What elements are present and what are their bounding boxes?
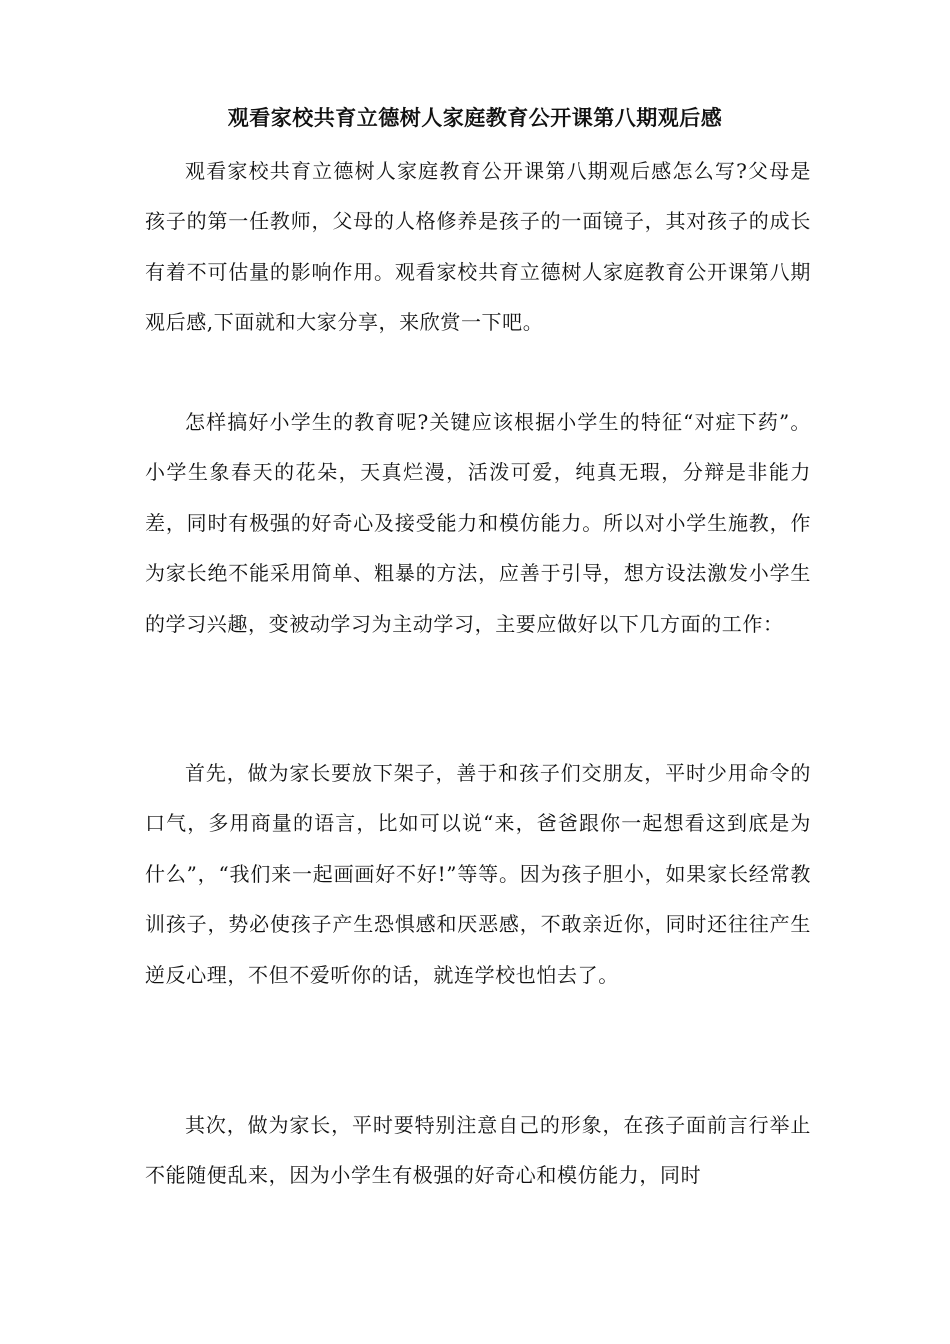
paragraph-intro: 观看家校共育立德树人家庭教育公开课第八期观后感怎么写?父母是孩子的第一任教师，父母的人格修养是孩子的一面镜子，其对孩子的成长有着不可估量的影响作用。观看家校共育立德树人家庭教育公开课第八期观后感,下面就和大家分享，来欣赏一下吧。 bbox=[145, 159, 811, 335]
paragraph-how-to-educate: 怎样搞好小学生的教育呢?关键应该根据小学生的特征“对症下药”。小学生象春天的花朵，天真烂漫，活泼可爱，纯真无瑕，分辩是非能力差，同时有极强的好奇心及接受能力和模仿能力。所以对小学生施教，作为家长绝不能采用简单、粗暴的方法，应善于引导，想方设法激发小学生的学习兴趣，变被动学习为主动学习，主要应做好以下几方面的工作： bbox=[145, 410, 811, 636]
document-title: 观看家校共育立德树人家庭教育公开课第八期观后感 bbox=[227, 105, 723, 130]
paragraph-first-point: 首先，做为家长要放下架子，善于和孩子们交朋友，平时少用命令的口气，多用商量的语言，比如可以说“来，爸爸跟你一起想看这到底是为什么”，“我们来一起画画好不好!”等等。因为孩子胆小，如果家长经常教训孩子，势必使孩子产生恐惧感和厌恶感，不敢亲近你，同时还往往产生逆反心理，不但不爱听你的话，就连学校也怕去了。 bbox=[145, 761, 811, 987]
paragraph-second-point: 其次，做为家长，平时要特别注意自己的形象，在孩子面前言行举止不能随便乱来，因为小学生有极强的好奇心和模仿能力，同时 bbox=[145, 1113, 811, 1188]
